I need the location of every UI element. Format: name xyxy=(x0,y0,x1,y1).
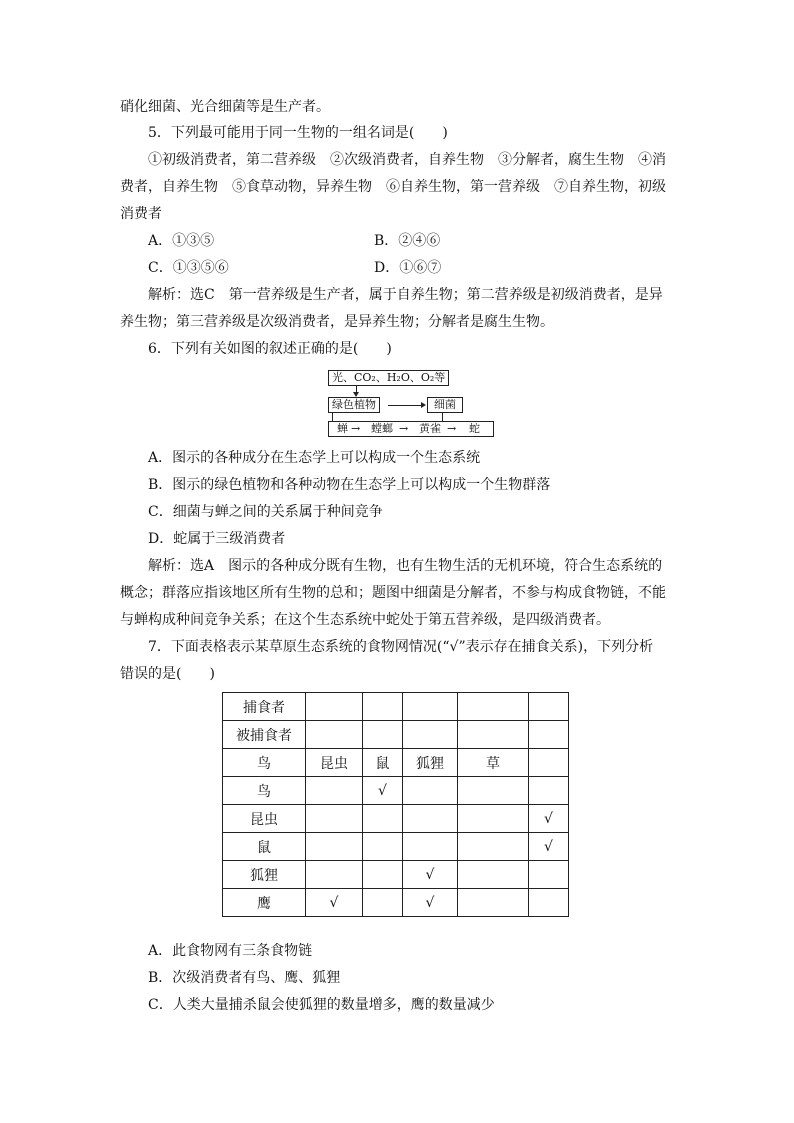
table-cell xyxy=(529,861,569,889)
table-cell xyxy=(363,861,403,889)
table-row xyxy=(223,889,569,917)
table-cell: √ xyxy=(529,805,569,833)
q5-option-d: D．①⑥⑦ xyxy=(374,260,442,276)
table-cell: √ xyxy=(403,861,458,889)
q7-option-b: B．次级消费者有鸟、鹰、狐狸 xyxy=(148,970,341,986)
table-cell xyxy=(529,749,569,777)
table-cell: 鼠 xyxy=(223,833,306,861)
table-cell: √ xyxy=(363,777,403,805)
table-row xyxy=(223,861,569,889)
q5-analysis-line2: 养生物；第三营养级是次级消费者，是异养生物；分解者是腐生生物。 xyxy=(120,314,554,330)
q5-stem: 5．下列最可能用于同一生物的一组名词是( ) xyxy=(148,125,448,141)
table-cell xyxy=(529,889,569,917)
table-cell xyxy=(306,721,363,749)
q5-option-c: C．①③⑤⑥ xyxy=(148,260,229,276)
table-row xyxy=(223,805,569,833)
table-cell xyxy=(363,833,403,861)
q6-analysis-line2: 概念；群落应指该地区所有生物的总和；题图中细菌是分解者，不参与构成食物链，不能 xyxy=(120,585,666,601)
table-cell: 草 xyxy=(458,749,529,777)
table-cell xyxy=(363,805,403,833)
table-cell xyxy=(458,777,529,805)
q5-items-line2: 费者，自养生物 ⑤食草动物，异养生物 ⑥自养生物，第一营养级 ⑦自养生物，初级 xyxy=(120,179,666,195)
q7-stem-line2: 错误的是( ) xyxy=(120,666,215,682)
q7-stem-line1: 7．下面表格表示某草原生态系统的食物网情况(“√”表示存在捕食关系)，下列分析 xyxy=(148,639,654,655)
table-cell xyxy=(306,861,363,889)
chain-arrow-3: → xyxy=(447,422,457,435)
food-web-table xyxy=(222,692,569,917)
diagram-arrow-plant-chain xyxy=(332,412,333,421)
table-row xyxy=(223,777,569,805)
q6-option-b: B．图示的绿色植物和各种动物在生态学上可以构成一个生物群落 xyxy=(148,477,551,493)
table-cell xyxy=(403,833,458,861)
q6-option-c: C．细菌与蝉之间的关系属于种间竞争 xyxy=(148,504,383,520)
chain-snake: 蛇 xyxy=(469,422,480,435)
diagram-plant-box: 绿色植物 xyxy=(328,397,380,413)
table-cell xyxy=(306,805,363,833)
table-cell: √ xyxy=(529,833,569,861)
table-cell: 被捕食者 xyxy=(223,721,306,749)
table-cell xyxy=(306,833,363,861)
q6-option-d: D．蛇属于三级消费者 xyxy=(148,531,286,547)
table-cell xyxy=(306,777,363,805)
table-row xyxy=(223,721,569,749)
table-cell: 鼠 xyxy=(363,749,403,777)
table-cell xyxy=(458,833,529,861)
q5-items-line3: 消费者 xyxy=(120,206,162,222)
diagram-arrow-plant-bacteria xyxy=(388,405,422,406)
table-cell: 狐狸 xyxy=(403,749,458,777)
table-cell xyxy=(529,693,569,721)
chain-arrow-2: → xyxy=(399,422,409,435)
q6-stem: 6．下列有关如图的叙述正确的是( ) xyxy=(148,341,392,357)
q7-option-a: A．此食物网有三条食物链 xyxy=(148,943,313,959)
table-cell xyxy=(363,889,403,917)
table-cell xyxy=(458,721,529,749)
q5-items-line1: ①初级消费者，第二营养级 ②次级消费者，自养生物 ③分解者，腐生生物 ④消 xyxy=(148,152,666,168)
intro-line: 硝化细菌、光合细菌等是生产者。 xyxy=(120,99,330,115)
table-row xyxy=(223,833,569,861)
q6-analysis-line1: 解析：选A 图示的各种成分既有生物，也有生物生活的无机环境，符合生态系统的 xyxy=(148,558,663,574)
table-row xyxy=(223,749,569,777)
diagram-arrowhead-right xyxy=(421,402,426,408)
table-cell xyxy=(458,693,529,721)
table-cell: √ xyxy=(306,889,363,917)
q7-option-c: C．人类大量捕杀鼠会使狐狸的数量增多，鹰的数量减少 xyxy=(148,997,495,1013)
table-cell: 鸟 xyxy=(223,777,306,805)
chain-mantis: 螳螂 xyxy=(371,422,393,435)
table-cell xyxy=(306,693,363,721)
q6-option-a: A．图示的各种成分在生态学上可以构成一个生态系统 xyxy=(148,450,481,466)
table-cell xyxy=(529,777,569,805)
chain-arrow-1: → xyxy=(351,422,361,435)
table-cell xyxy=(403,805,458,833)
table-cell: 昆虫 xyxy=(306,749,363,777)
table-cell xyxy=(403,777,458,805)
diagram-food-chain-box xyxy=(328,421,494,437)
table-cell: 捕食者 xyxy=(223,693,306,721)
chain-cicada: 蝉 xyxy=(337,422,348,435)
table-cell xyxy=(403,693,458,721)
table-cell xyxy=(403,721,458,749)
q5-option-b: B．②④⑥ xyxy=(374,233,441,249)
table-cell: √ xyxy=(403,889,458,917)
table-cell xyxy=(458,861,529,889)
diagram-arrow-chain-bacteria xyxy=(442,412,443,421)
q5-option-a: A．①③⑤ xyxy=(148,233,215,249)
table-cell xyxy=(458,889,529,917)
table-cell: 鹰 xyxy=(223,889,306,917)
table-row xyxy=(223,693,569,721)
q5-analysis-line1: 解析：选C 第一营养级是生产者，属于自养生物；第二营养级是初级消费者，是异 xyxy=(148,287,663,303)
table-cell: 狐狸 xyxy=(223,861,306,889)
table-cell: 昆虫 xyxy=(223,805,306,833)
chain-oriole: 黄雀 xyxy=(419,422,441,435)
table-cell xyxy=(363,693,403,721)
table-cell xyxy=(363,721,403,749)
table-cell: 鸟 xyxy=(223,749,306,777)
diagram-bacteria-box: 细菌 xyxy=(427,397,463,413)
q6-analysis-line3: 与蝉构成种间竞争关系；在这个生态系统中蛇处于第五营养级，是四级消费者。 xyxy=(120,612,610,628)
table-cell xyxy=(458,805,529,833)
table-cell xyxy=(529,721,569,749)
diagram-environment-box: 光、CO₂、H₂O、O₂等 xyxy=(328,370,449,386)
